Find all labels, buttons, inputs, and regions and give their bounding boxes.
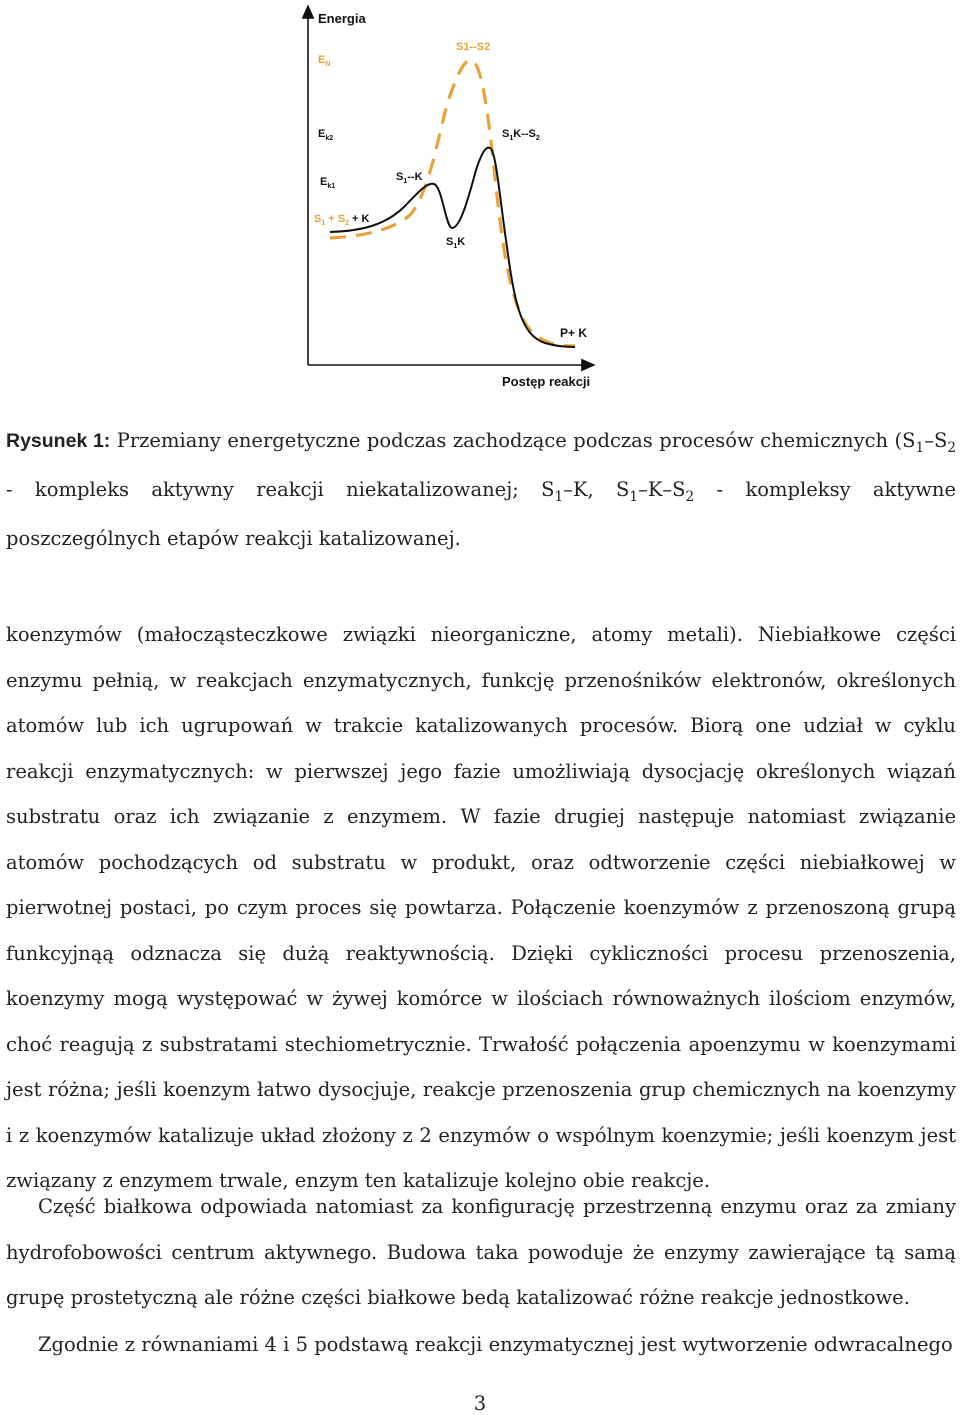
caption-label: Rysunek 1: [6,430,111,452]
figure-caption: Rysunek 1: Przemiany energetyczne podczas zachodzące podczas procesów chemicznych ($S_1-S_2$ - kompleks aktywny reakcji niekatalizowanej; $S_1-K$, $S_1-K-S_2$ - kompleksy aktywne poszczególnych etapów reakcji katalizowanej. [6,429,957,550]
s1k-ts-label: $S_1--K$ [396,171,423,185]
y-axis-label: Energia [318,11,366,26]
ek2-label: $E_{k2}$ [318,128,334,142]
uncatalyzed-curve [330,60,575,346]
paragraph-rownania: Zgodnie z równaniami 4 i 5 podstawą reakcji enzymatycznej jest wytworzenie odwracalnego [38,1333,953,1356]
reactants-label: $S_1 + S_2 + K$ [314,213,370,227]
s1k-label: $S_1K$ [446,236,466,250]
paragraph-czesc-bialkowa: Część białkowa odpowiada natomiast za konfigurację przestrzenną enzymu oraz za zmiany hydrofobowości centrum aktywnego. Budowa taka powoduje że enzymy zawierające tą samą grupę prostetyczną ale różne części białkowe bedą katalizować różne reakcje jednostkowe. [6,1195,956,1309]
x-axis-label: Postęp reakcji [502,374,591,389]
energy-diagram [0,0,960,400]
page-number: 3 [473,1392,487,1415]
s1ks2-label: $S_1K--S_2$ [502,128,540,142]
paragraph-koenzymy: koenzymów (małocząsteczkowe związki nieorganiczne, atomy metali). Niebiałkowe części enzymu pełnią, w reakcjach enzymatycznych, funkcję przenośników elektronów, określonych atomów lub ich ugrupowań w trakcie katalizowanych procesów. Biorą one udział w cyklu reakcji enzymatycznych: w pierwszej jego fazie umożliwiają dysocjację określonych wiązań substratu oraz ich związanie z enzymem. W fazie drugiej następuje natomiast związanie atomów pochodzących od substratu w produkt, oraz odtworzenie części niebiałkowej w pierwotnej postaci, po czym proces się powtarza. Połączenie koenzymów z przenoszoną grupą funkcyjnąą odznacza się dużą reaktywnością. Dzięki cykliczności procesu przenoszenia, koenzymy mogą występować w żywej komórce w ilościach równoważnych ilościom enzymów, choć reagują z substratami stechiometrycznie. Trwałość połączenia apoenzymu w koenzymami jest różna; jeśli koenzym łatwo dysocjuje, reakcje przenoszenia grup chemicznych na koenzymy i z koenzymów katalizuje układ złożony z 2 enzymów o wspólnym koenzymie; jeśli koenzym jest związany z enzymem trwale, enzym ten katalizuje kolejno obie reakcje. [6,623,956,1192]
s1s2-label: S1--S2 [456,41,491,53]
en-label: $E_N$ [318,54,331,68]
products-label: P+ K [560,326,588,340]
ek1-label: $E_{k1}$ [320,176,336,190]
